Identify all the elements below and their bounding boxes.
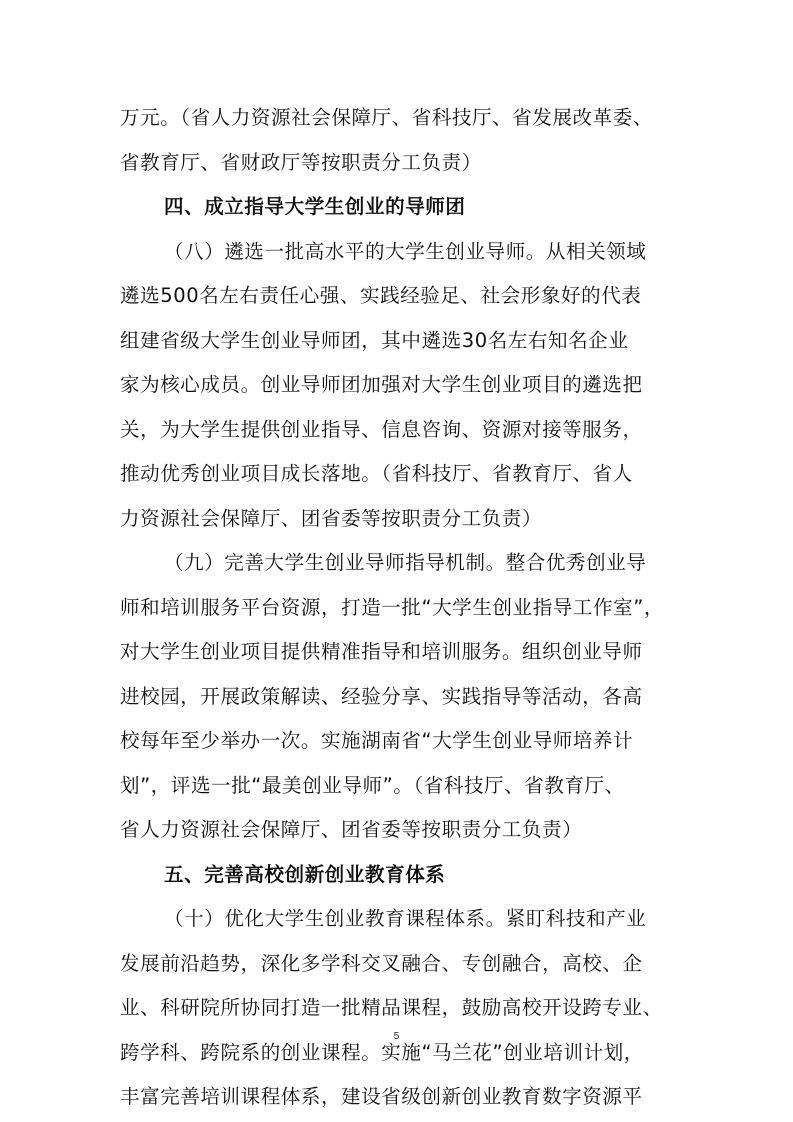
text-line: 力资源社会保障厅、团省委等按职责分工负责） (120, 506, 543, 530)
text-line: 进校园，开展政策解读、经验分享、实践指导等活动，各高 (120, 684, 643, 708)
text-line: 万元。（省人力资源社会保障厅、省科技厅、省发展改革委、 (120, 106, 653, 129)
text-line: 省人力资源社会保障厅、团省委等按职责分工负责） (120, 818, 583, 841)
text-line: 丰富完善培训课程体系，建设省级创新创业教育数字资源平 (120, 1085, 643, 1108)
page-number: 5 (393, 1031, 400, 1042)
text-line: （八）遴选一批高水平的大学生创业导师。从相关领域 (164, 239, 647, 263)
text-line: 跨学科、跨院系的创业课程。实施“马兰花”创业培训计划， (120, 1040, 644, 1064)
text-line: 省教育厅、省财政厅等按职责分工负责） (120, 150, 482, 174)
text-line: 划”，评选一批“最美创业导师”。（省科技厅、省教育厅、 (120, 773, 625, 797)
text-line: 师和培训服务平台资源，打造一批“大学生创业指导工作室”， (120, 595, 665, 619)
text-line: 校每年至少举办一次。实施湖南省“大学生创业导师培养计 (120, 729, 634, 752)
text-line: 家为核心成员。创业导师团加强对大学生创业项目的遴选把 (120, 373, 643, 396)
text-line: （九）完善大学生创业导师指导机制。整合优秀创业导 (164, 551, 647, 574)
section-heading: 五、完善高校创新创业教育体系 (164, 862, 446, 886)
text-line: （十）优化大学生创业教育课程体系。紧盯科技和产业 (164, 907, 647, 930)
section-heading: 四、成立指导大学生创业的导师团 (164, 195, 466, 218)
text-line: 发展前沿趋势，深化多学科交叉融合、专创融合，高校、企 (120, 951, 643, 975)
text-line: 对大学生创业项目提供精准指导和培训服务。组织创业导师 (120, 640, 643, 663)
text-line: 业、科研院所协同打造一批精品课程，鼓励高校开设跨专业、 (120, 996, 663, 1019)
text-line: 遴选500名左右责任心强、实践经验足、社会形象好的代表 (120, 284, 642, 307)
text-line: 关，为大学生提供创业指导、信息咨询、资源对接等服务， (120, 417, 643, 441)
text-line: 组建省级大学生创业导师团，其中遴选30名左右知名企业 (120, 328, 629, 352)
text-line: 推动优秀创业项目成长落地。（省科技厅、省教育厅、省人 (120, 462, 633, 485)
